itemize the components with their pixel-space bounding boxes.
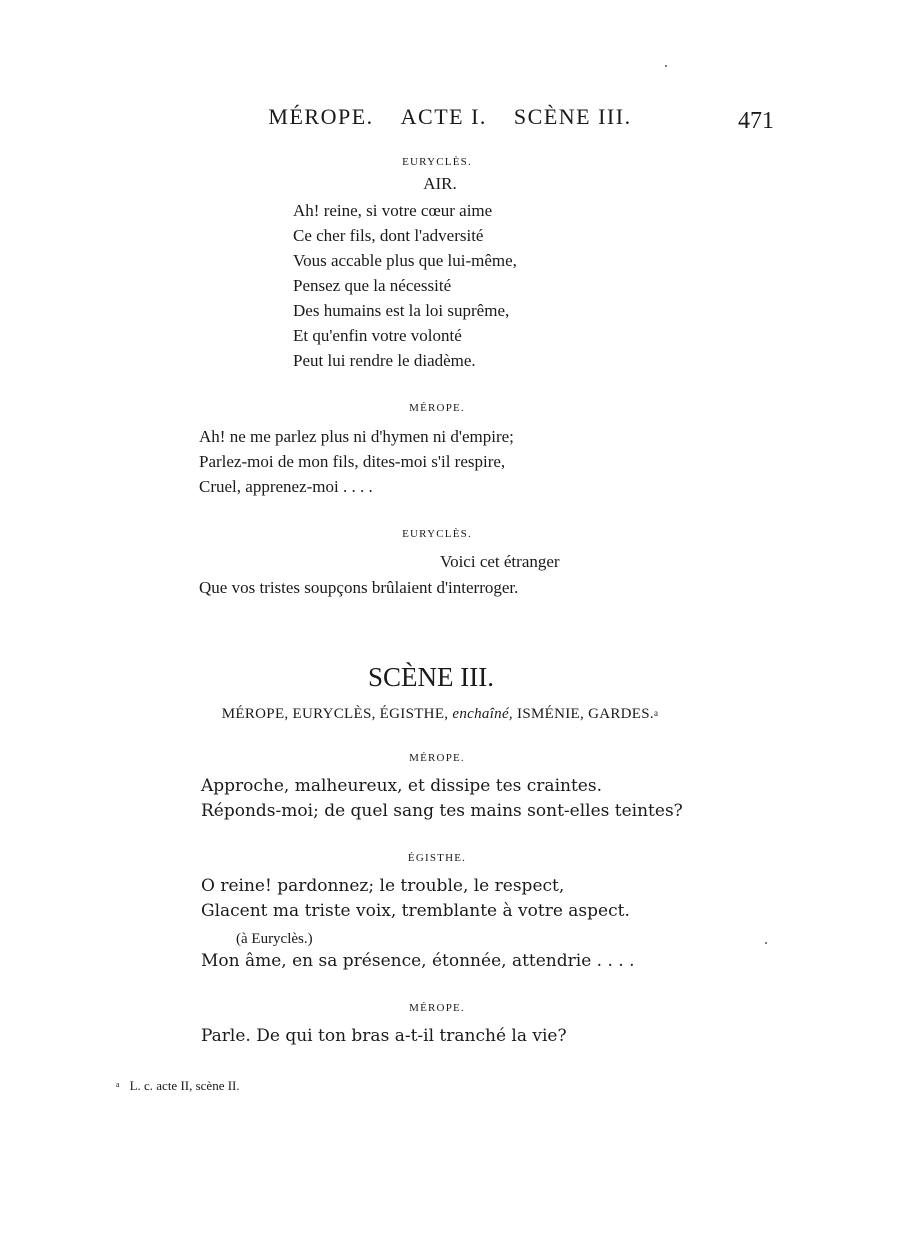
cast-list — [0, 706, 880, 723]
merope-verses — [201, 774, 683, 824]
cast-suffix: ISMÉNIE, GARDES. — [517, 706, 654, 722]
verse-line: Peut lui rendre le diadème. — [293, 351, 476, 370]
running-title-scene: SCÈNE III. — [513, 104, 632, 129]
cast-prefix: MÉROPE, EURYCLÈS, ÉGISTHE, — [221, 706, 449, 722]
verse-line: Cruel, apprenez-moi . . . . — [199, 477, 373, 496]
verse-line: Des humains est la loi suprême, — [293, 301, 510, 320]
footnote-reference: a — [653, 708, 659, 718]
speaker-merope: MÉROPE. — [409, 752, 465, 764]
footnote-text: L. c. acte II, scène II. — [129, 1078, 240, 1093]
verse-line: Vous accable plus que lui-même, — [293, 251, 517, 270]
footnote-mark: a — [116, 1080, 120, 1089]
merope-verses — [199, 424, 514, 499]
verse-line: O reine! pardonnez; le trouble, le respect, — [201, 876, 565, 896]
scene-title: SCÈNE III. — [368, 662, 494, 692]
air-label: AIR. — [423, 174, 457, 193]
verse-line: Et qu'enfin votre volonté — [293, 326, 462, 345]
egisthe-verses — [201, 874, 630, 924]
verse-line: Ah! ne me parlez plus ni d'hymen ni d'empire; — [199, 427, 514, 446]
verse-line: Glacent ma triste voix, tremblante à votre aspect. — [201, 901, 630, 921]
verse-line: Pensez que la nécessité — [293, 276, 452, 295]
running-title-play: MÉROPE. — [268, 104, 374, 129]
speaker-egisthe: ÉGISTHE. — [407, 852, 467, 864]
verse-line: Mon âme, en sa présence, étonnée, attendrie . . . . — [201, 951, 635, 971]
verse-line: Ce cher fils, dont l'adversité — [293, 226, 484, 245]
cast-italic: enchaîné, — [452, 706, 513, 722]
running-title-act: ACTE I. — [400, 104, 487, 129]
verse-line: Voici cet étranger — [440, 552, 560, 571]
print-speck — [665, 65, 667, 67]
verse-line: Approche, malheureux, et dissipe tes craintes. — [201, 776, 602, 796]
speaker-merope: MÉROPE. — [409, 1002, 465, 1014]
verse-line: Parlez-moi de mon fils, dites-moi s'il respire, — [199, 452, 506, 471]
stage-direction: (à Euryclès.) — [236, 931, 313, 947]
verse-line: Parle. De qui ton bras a-t-il tranché la vie? — [201, 1026, 567, 1046]
verse-line: Que vos tristes soupçons brûlaient d'interroger. — [199, 578, 519, 597]
page-number: 471 — [738, 108, 774, 134]
verse-line: Réponds-moi; de quel sang tes mains sont-elles teintes? — [201, 801, 683, 821]
speaker-eurycles: EURYCLÈS. — [402, 156, 472, 168]
verse-line: Ah! reine, si votre cœur aime — [293, 201, 493, 220]
print-speck — [765, 942, 767, 944]
speaker-merope: MÉROPE. — [409, 402, 465, 414]
footnote — [116, 1078, 240, 1094]
speaker-eurycles: EURYCLÈS. — [402, 528, 472, 540]
air-verses — [293, 198, 517, 373]
